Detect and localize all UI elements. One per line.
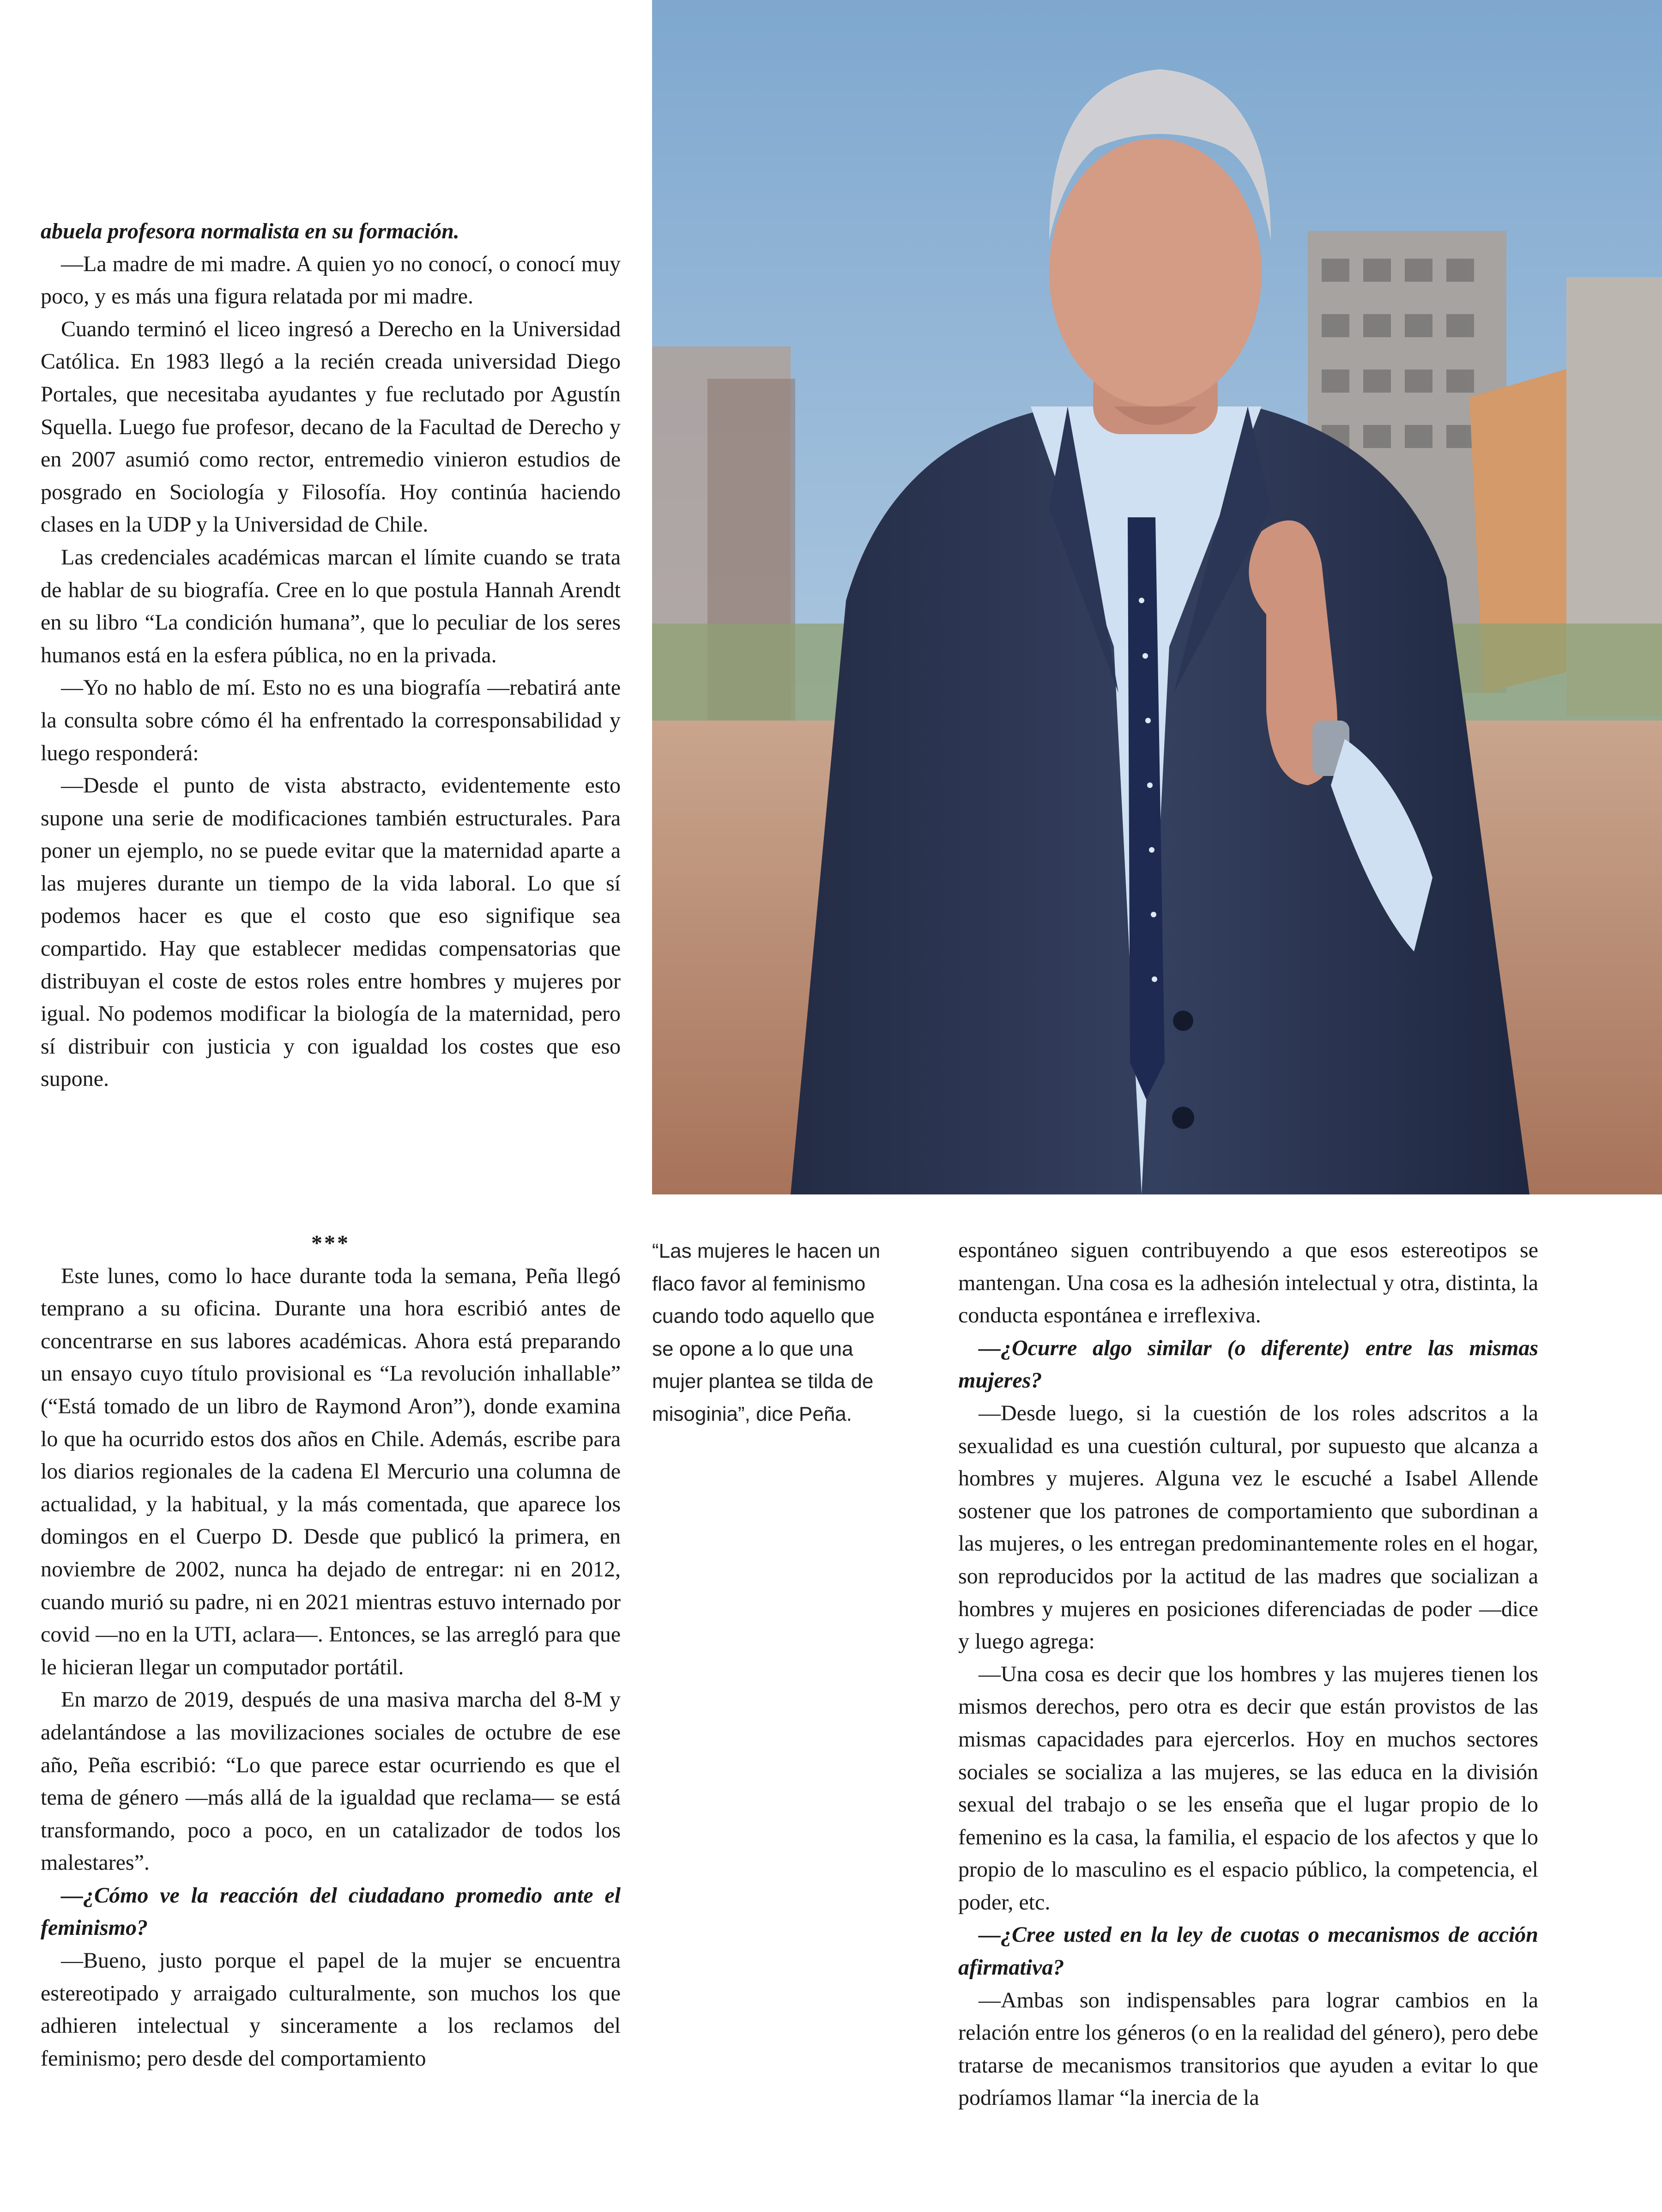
paragraph: espontáneo siguen contribuyendo a que esos estereotipos se mantengan. Una cosa es la adhesión intelectual y otra, distinta, la conducta espontánea e irreflexiva. xyxy=(958,1238,1538,1328)
portrait-photo-icon xyxy=(652,0,1662,1194)
paragraph: Las credenciales académicas marcan el límite cuando se trata de hablar de su biografía. Cree en lo que postula Hannah Arendt en su libro “La condición humana”, que lo peculiar de los seres humanos está en la esfera pública, no en la privada. xyxy=(41,545,621,667)
article-column-3 xyxy=(958,1234,1538,2115)
paragraph: —Una cosa es decir que los hombres y las mujeres tienen los mismos derechos, pero otra es decir que están provistos de las mismas capacidades para ejercerlos. Hoy en muchos sectores sociales se socializa a las mujeres, se las educa en la división sexual del trabajo o se les enseña que el lugar propio de lo femenino es la casa, la familia, el espacio de los afectos y que lo propio de lo masculino es el espacio público, la competencia, el poder, etc. xyxy=(958,1661,1538,1915)
paragraph: —Ambas son indispensables para lograr cambios en la relación entre los géneros (o en la realidad del género), pero debe tratarse de mecanismos transitorios que ayuden a evitar lo que podríamos llamar “la inercia de la xyxy=(958,1988,1538,2110)
interview-question: —¿Cree usted en la ley de cuotas o mecanismos de acción afirmativa? xyxy=(958,1922,1538,1980)
paragraph: En marzo de 2019, después de una masiva marcha del 8-M y adelantándose a las movilizaciones sociales de octubre de ese año, Peña escribió: “Lo que parece estar ocurriendo es que el tema de género —más allá de la igualdad que reclama— se está transformando, poco a poco, en un catalizador de todos los malestares”. xyxy=(41,1687,621,1875)
section-separator: *** xyxy=(311,1231,350,1255)
paragraph: —Yo no hablo de mí. Esto no es una biografía —rebatirá ante la consulta sobre cómo él ha enfrentado la corresponsabilidad y luego responderá: xyxy=(41,675,621,765)
paragraph: —La madre de mi madre. A quien yo no conocí, o conocí muy poco, y es más una figura relatada por mi madre. xyxy=(41,251,621,309)
paragraph: —Bueno, justo porque el papel de la mujer se encuentra estereotipado y arraigado culturalmente, son muchos los que adhieren intelectual y sinceramente a los reclamos del feminismo; pero desde del comportamiento xyxy=(41,1948,621,2071)
interview-question: —¿Ocurre algo similar (o diferente) entre las mismas mujeres? xyxy=(958,1335,1538,1393)
article-column-1 xyxy=(41,215,621,1096)
article-column-2 xyxy=(41,1227,621,2075)
paragraph: —Desde luego, si la cuestión de los roles adscritos a la sexualidad es una cuestión cultural, por supuesto que alcanza a hombres y mujeres. Alguna vez le escuché a Isabel Allende sostener que los patrones de comportamiento que subordinan a las mujeres, o les entregan predominantemente roles en el hogar, son reproducidos por la actitud de las madres que socializan a hombres y mujeres en posiciones diferenciadas de poder —dice y luego agrega: xyxy=(958,1400,1538,1654)
interview-question: —¿Cómo ve la reacción del ciudadano promedio ante el feminismo? xyxy=(41,1883,621,1940)
portrait-photo xyxy=(652,0,1662,1194)
pull-quote: “Las mujeres le hacen un flaco favor al feminismo cuando todo aquello que se opone a lo que una mujer plantea se tilda de misoginia”, dice Peña. xyxy=(652,1240,881,1425)
question-fragment: abuela profesora normalista en su formación. xyxy=(41,219,459,243)
paragraph: Este lunes, como lo hace durante toda la semana, Peña llegó temprano a su oficina. Durante una hora escribió antes de concentrarse en sus labores académicas. Ahora está preparando un ensayo cuyo título provisional es “La revolución inhallable” (“Está tomado de un libro de Raymond Aron”), donde examina lo que ha ocurrido estos dos años en Chile. Además, escribe para los diarios regionales de la cadena El Mercurio una columna de actualidad, y la habitual, y la más comentada, que aparece los domingos en el Cuerpo D. Desde que publicó la primera, en noviembre de 2002, nunca ha dejado de entregar: ni en 2012, cuando murió su padre, ni en 2021 mientras estuvo internado por covid —no en la UTI, aclara—. Entonces, se las arregló para que le hicieran llegar un computador portátil. xyxy=(41,1263,621,1679)
paragraph: Cuando terminó el liceo ingresó a Derecho en la Universidad Católica. En 1983 llegó a la recién creada universidad Diego Portales, que necesitaba ayudantes y fue reclutado por Agustín Squella. Luego fue profesor, decano de la Facultad de Derecho y en 2007 asumió como rector, entremedio vinieron estudios de posgrado en Sociología y Filosofía. Hoy continúa haciendo clases en la UDP y la Universidad de Chile. xyxy=(41,316,621,537)
paragraph: —Desde el punto de vista abstracto, evidentemente esto supone una serie de modificaciones también estructurales. Para poner un ejemplo, no se puede evitar que la maternidad aparte a las mujeres durante un tiempo de la vida laboral. Lo que sí podemos hacer es que el costo que eso signifique sea compartido. Hay que establecer medidas compensatorias que distribuyan el coste de estos roles entre hombres y mujeres por igual. No podemos modificar la biología de la maternidad, pero sí distribuir con justicia y con igualdad los costes que eso supone. xyxy=(41,773,621,1091)
